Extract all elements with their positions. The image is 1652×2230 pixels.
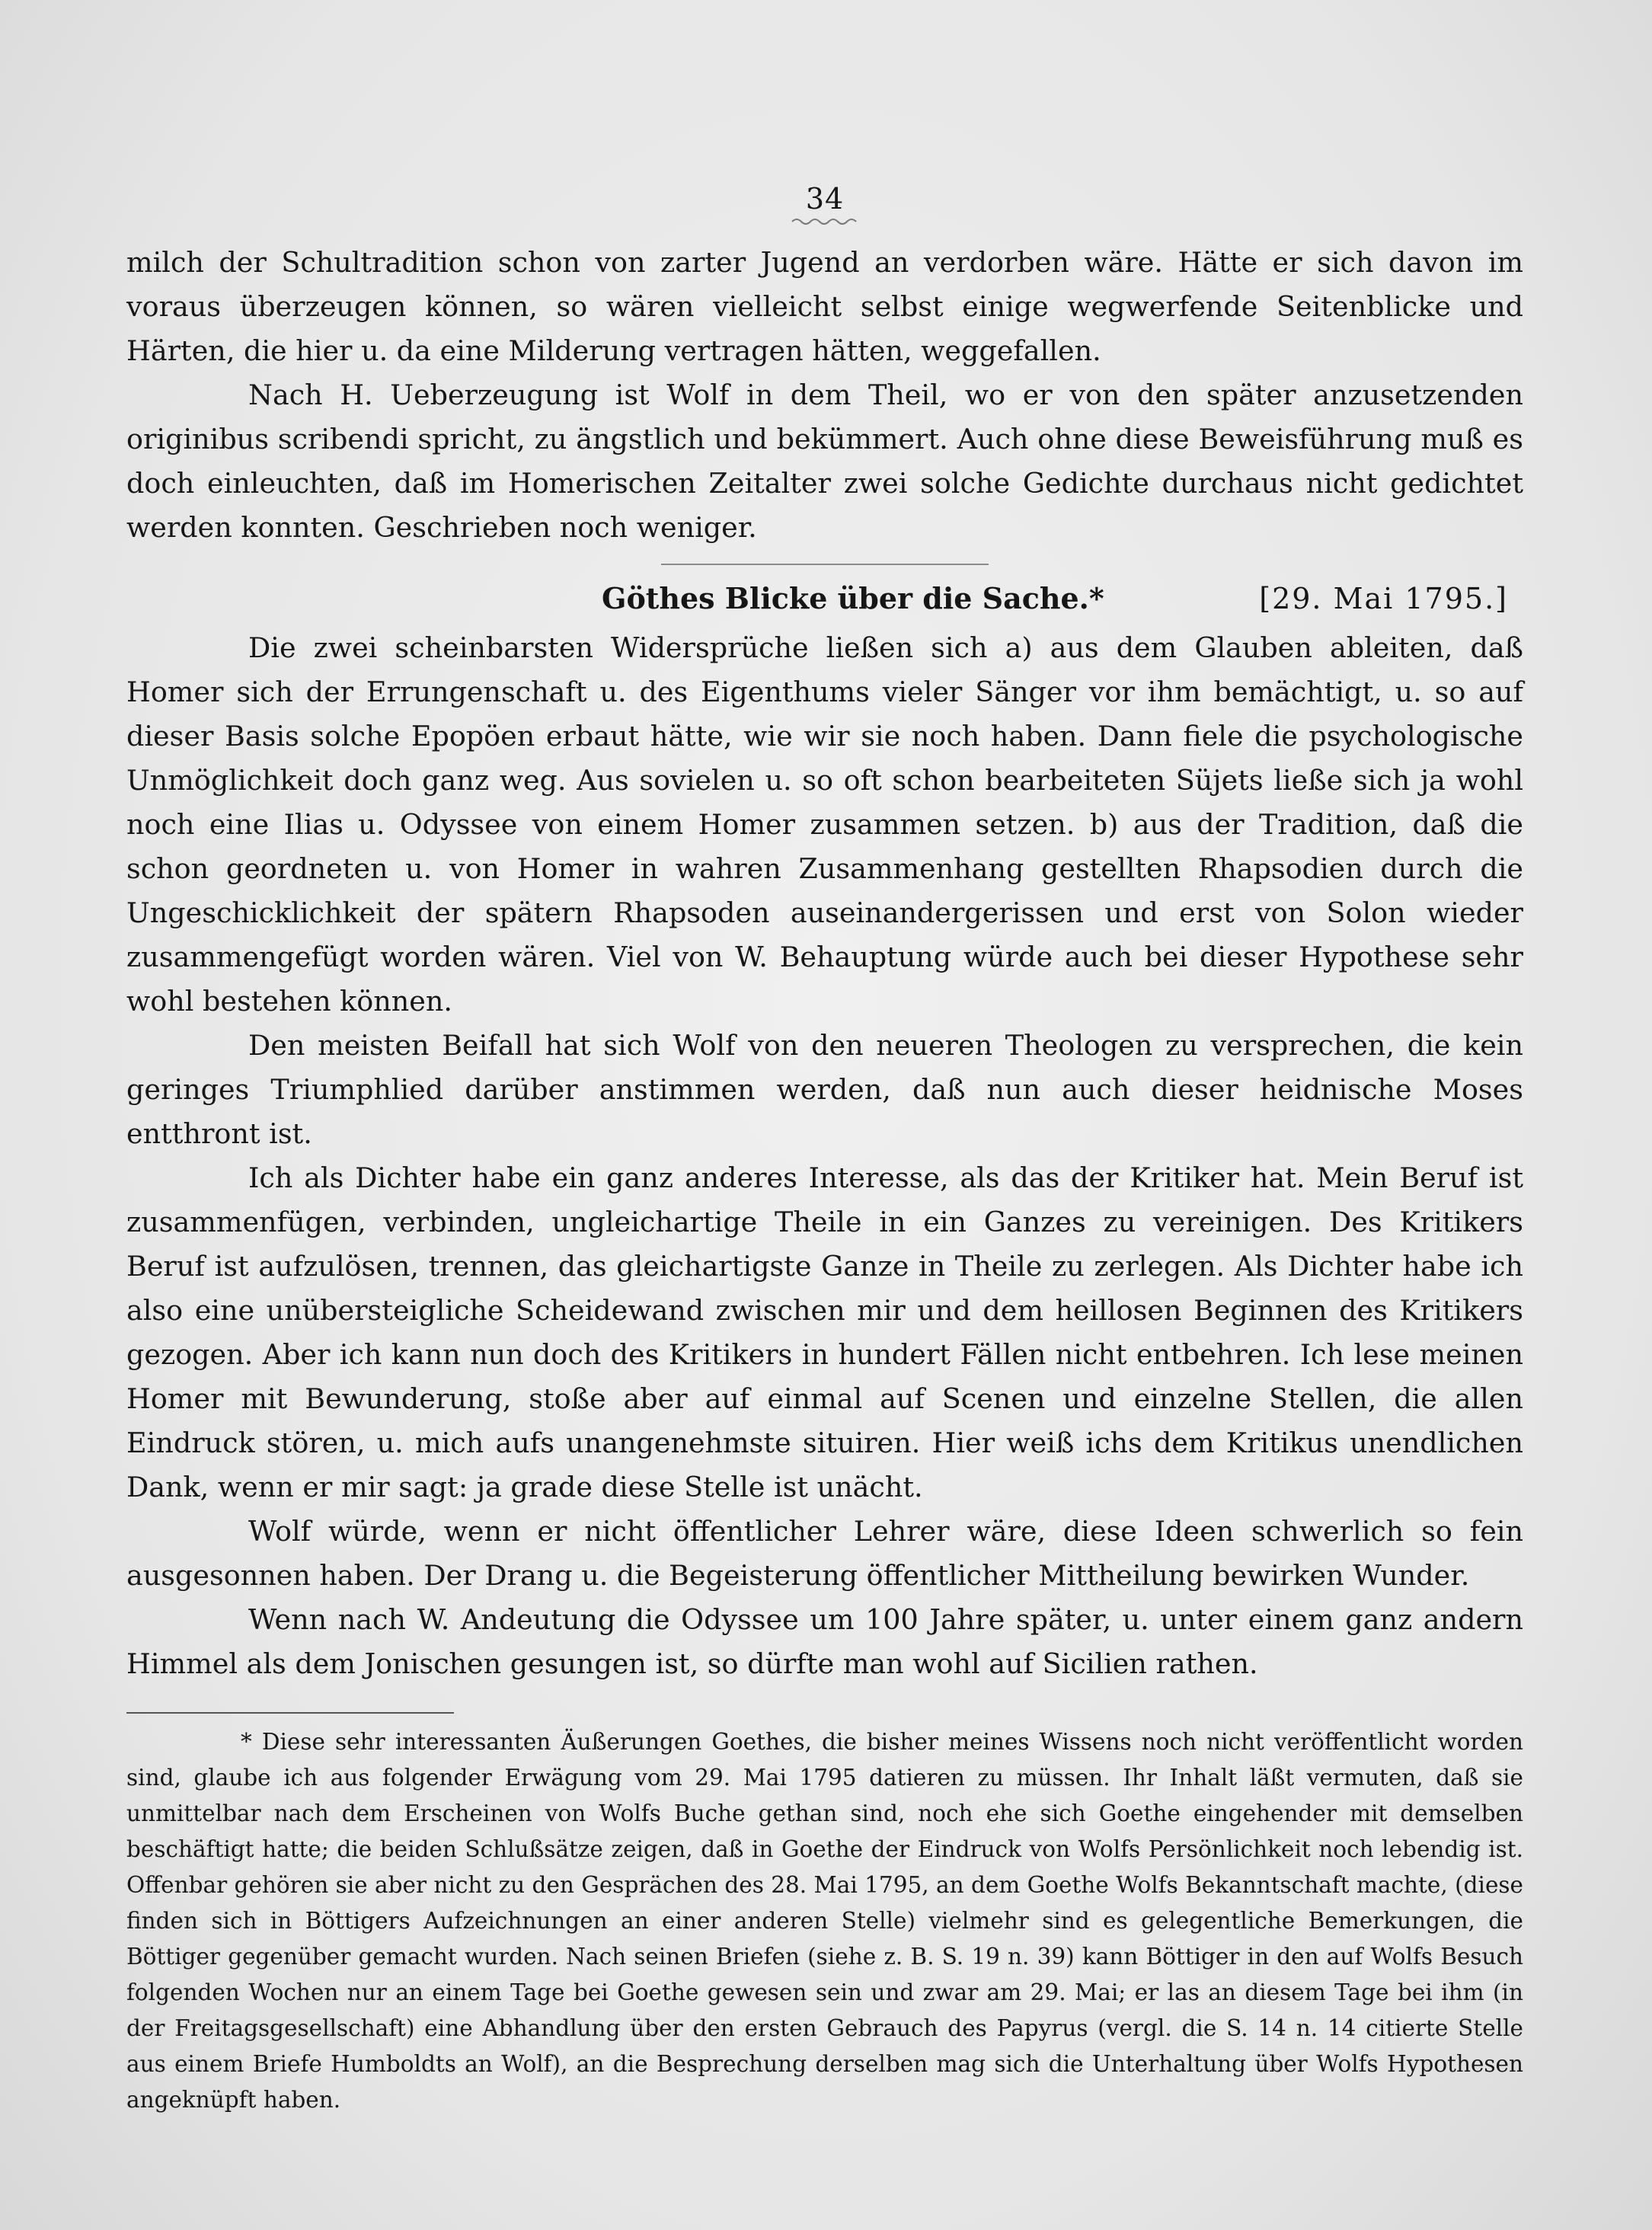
footnote-text: * Diese sehr interessanten Äußerungen Goethes, die bisher meines Wissens noch nicht veröffentlicht worden sind, glaube ich aus folgender Erwägung vom 29. Mai 1795 datieren zu müssen. Ihr Inhalt läßt vermuten, daß sie unmittelbar nach dem Erscheinen von Wolfs Buche gethan sind, noch ehe sich Goethe eingehender mit demselben beschäftigt hatte; die beiden Schlußsätze zeigen, daß in Goethe der Eindruck von Wolfs Persönlichkeit noch lebendig ist. Offenbar gehören sie aber nicht zu den Gesprächen des 28. Mai 1795, an dem Goethe Wolfs Bekanntschaft machte, (diese finden sich in Böttigers Aufzeichnungen an einer anderen Stelle) vielmehr sind es gelegentliche Bemerkungen, die Böttiger gegenüber gemacht wurden. Nach seinen Briefen (siehe z. B. S. 19 n. 39) kann Böttiger in den auf Wolfs Besuch folgenden Wochen nur an einem Tage bei Goethe gewesen sein und zwar am 29. Mai; er las an diesem Tage bei ihm (in der Freitagsgesellschaft) eine Abhandlung über den ersten Gebrauch des Papyrus (vergl. die S. 14 n. 14 citierte Stelle aus einem Briefe Humboldts an Wolf), an die Besprechung derselben mag sich die Unterhaltung über Wolfs Hypothesen angeknüpft haben. — [126, 1729, 1523, 2113]
section-heading — [126, 574, 1523, 623]
page-number: 34 — [805, 182, 845, 216]
paragraph-odyssey-sicily: Wenn nach W. Andeutung die Odyssee um 100 Jahre später, u. unter einem ganz andern Himmel als dem Jonischen gesungen ist, so dürfte man wohl auf Sicilien rathen. — [126, 1603, 1523, 1680]
section-title: Göthes Blicke über die Sache.* — [602, 581, 1104, 615]
page-number-ornament — [791, 216, 859, 227]
section-divider — [661, 564, 989, 565]
paragraph-contradictions: Die zwei scheinbarsten Widersprüche ließen sich a) aus dem Glauben ableiten, daß Homer sich der Errungenschaft u. des Eigenthums vieler Sänger vor ihm bemächtigt, u. so auf dieser Basis solche Epopöen erbaut hätte, wie wir sie noch haben. Dann fiele die psychologische Unmöglichkeit doch ganz weg. Aus sovielen u. so oft schon bearbeiteten Süjets ließe sich ja wohl noch eine Ilias u. Odyssee von einem Homer zusammen setzen. b) aus der Tradition, daß die schon geordneten u. von Homer in wahren Zusammenhang gestellten Rhapsodien durch die Ungeschicklichkeit der spätern Rhapsoden auseinandergerissen und erst von Solon wieder zusammengefügt worden wären. Viel von W. Behauptung würde auch bei dieser Hypothese sehr wohl bestehen können. — [126, 631, 1523, 1018]
paragraph-theologians: Den meisten Beifall hat sich Wolf von den neueren Theologen zu versprechen, die kein geringes Triumphlied darüber anstimmen werden, daß nun auch dieser heidnische Moses entthront ist. — [126, 1029, 1523, 1150]
page-content — [126, 181, 1523, 2118]
footnote-indent — [126, 1729, 241, 1755]
paragraph-continuation: milch der Schultradition schon von zarter Jugend an verdorben wäre. Hätte er sich davon im voraus überzeugen können, so wären vielleicht selbst einige wegwerfende Seitenblicke und Härten, die hier u. da eine Milderung vertragen hätten, weggefallen. — [126, 246, 1523, 367]
paragraph-poet-critic: Ich als Dichter habe ein ganz anderes Interesse, als das der Kritiker hat. Mein Beruf ist zusammenfügen, verbinden, ungleichartige Theile in ein Ganzes zu vereinigen. Des Kritikers Beruf ist aufzulösen, trennen, das gleichartigste Ganze in Theile zu zerlegen. Als Dichter habe ich also eine unübersteigliche Scheidewand zwischen mir und dem heillosen Beginnen des Kritikers gezogen. Aber ich kann nun doch des Kritikers in hundert Fällen nicht entbehren. Ich lese meinen Homer mit Bewunderung, stoße aber auf einmal auf Scenen und einzelne Stellen, die allen Eindruck stören, u. mich aufs unangenehmste situiren. Hier weiß ichs dem Kritikus unendlichen Dank, wenn er mir sagt: ja grade diese Stelle ist unächt. — [126, 1161, 1523, 1503]
paragraph-conviction: Nach H. Ueberzeugung ist Wolf in dem Theil, wo er von den später anzusetzenden originibus scribendi spricht, zu ängstlich und bekümmert. Auch ohne diese Beweisführung muß es doch einleuchten, daß im Homerischen Zeitalter zwei solche Gedichte durchaus nicht gedichtet werden konnten. Geschrieben noch weniger. — [126, 379, 1523, 544]
footnote — [126, 1724, 1523, 2118]
section-date: [29. Mai 1795.] — [1259, 582, 1508, 615]
paragraph-wolf-ideas: Wolf würde, wenn er nicht öffentlicher Lehrer wäre, diese Ideen schwerlich so fein ausgesonnen haben. Der Drang u. die Begeisterung öffentlicher Mittheilung bewirken Wunder. — [126, 1515, 1523, 1592]
footnote-divider — [126, 1712, 454, 1714]
